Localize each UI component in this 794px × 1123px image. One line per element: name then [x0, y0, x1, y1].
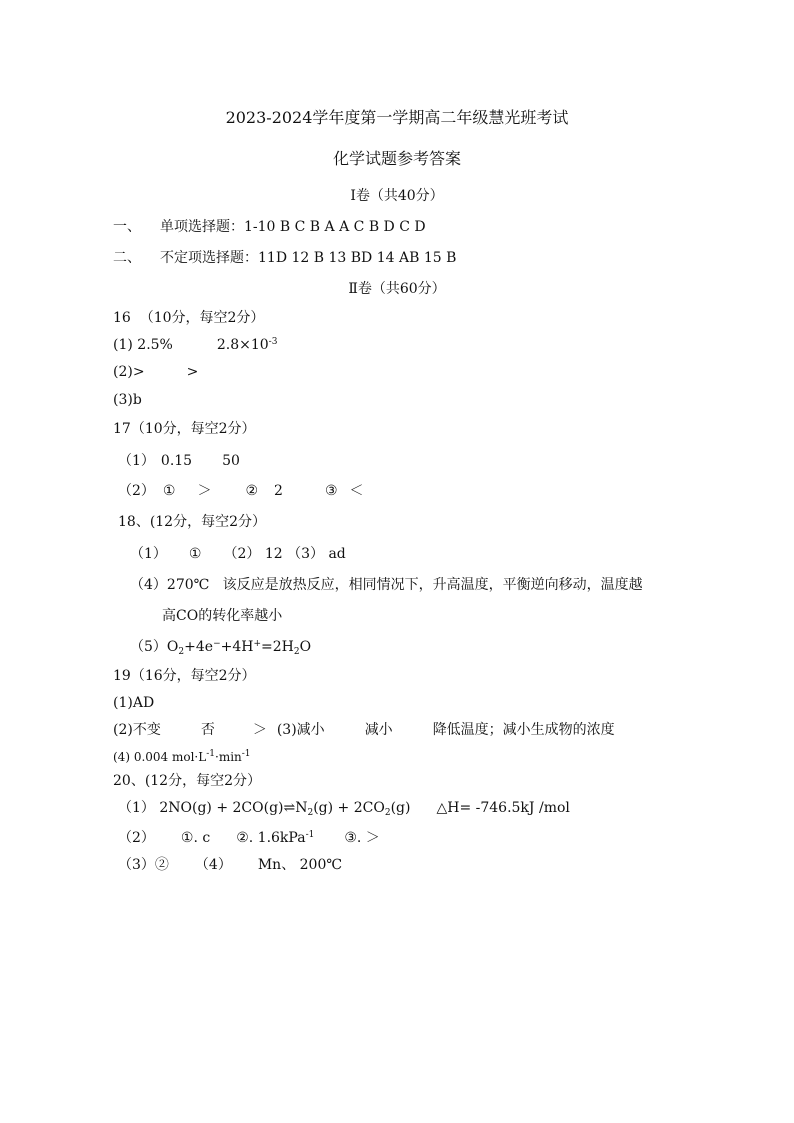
q20-a1-part-1: （1） 2NO(g) + 2CO(g)⇌N: [118, 800, 308, 816]
document-title: 2023-2024学年度第一学期高二年级慧光班考试: [225, 108, 569, 127]
q19-a3-label: (3)减小: [276, 722, 325, 738]
q20-a1-enthalpy: △H= -746.5kJ /mol: [436, 800, 570, 816]
q17-a1-label: （1）: [118, 453, 155, 469]
q18-a2-a3: （2） 12 （3） ad: [223, 546, 346, 562]
q17-answer-1: [118, 452, 240, 470]
q20-a4-value: Mn、 200℃: [257, 857, 343, 873]
q20-a3-label: （3）②: [118, 857, 169, 873]
q19-a3-value-2: 降低温度；减小生成物的浓度: [432, 722, 615, 738]
q19-a2-label: (2)不变: [113, 722, 161, 738]
q17-heading: 17（10分，每空2分）: [113, 421, 256, 437]
q20-answer-3-4: [118, 856, 342, 874]
q19-answer-4: [113, 748, 251, 766]
q18-answer-4-line2: 高CO的转化率越小: [162, 608, 283, 624]
q20-heading: 20、(12分，每空2分）: [113, 773, 261, 789]
q17-a1-value-1: 0.15: [160, 453, 193, 469]
q17-a2-value-1: ＞: [197, 483, 212, 499]
q18-a5-part-4: O: [299, 639, 312, 655]
q19-a4-sup-2: -1: [241, 749, 251, 759]
q19-a4-mid: ·min: [215, 750, 242, 764]
document-subtitle: 化学试题参考答案: [332, 149, 461, 168]
q19-a2-value-2: ＞: [252, 722, 267, 738]
q18-a5-part-1: +4e: [184, 639, 214, 655]
q19-answer-1: (1)AD: [113, 695, 155, 711]
q16-a1-label: (1) 2.5%: [113, 337, 173, 353]
part1-heading: Ⅰ卷（共40分）: [350, 188, 444, 204]
q18-a1-label: （1）: [130, 546, 167, 562]
q16-answer-2: [113, 363, 198, 381]
q16-heading: 16 （10分，每空2分）: [113, 310, 265, 326]
part2-heading: Ⅱ卷（共60分）: [348, 281, 446, 297]
q17-a2-circle-1: ①: [162, 483, 176, 499]
q16-a2-label: (2)>: [113, 364, 145, 380]
q20-answer-2: [118, 829, 380, 847]
section2-answers: 不定项选择题：11D 12 B 13 BD 14 AB 15 B: [160, 250, 457, 266]
q20-a2-value-2: ②. 1.6kPa: [236, 830, 306, 846]
q20-a1-sub-2: 2: [384, 808, 391, 818]
q16-a2-value: >: [186, 364, 199, 380]
q18-answer-4-line1: （4）270℃ 该反应是放热反应，相同情况下，升高温度，平衡逆向移动，温度越: [130, 577, 643, 593]
q18-a5-part-3: =2H: [261, 639, 294, 655]
q20-a2-value-1: ①. c: [180, 830, 211, 846]
q18-answer-5: [130, 638, 311, 656]
q17-a2-value-3: ＜: [349, 483, 364, 499]
q20-a2-value-3: ③. ＞: [344, 830, 380, 846]
q18-a5-text: （5）O: [130, 639, 179, 655]
section1-number: 一、: [113, 219, 141, 235]
q18-a5-sub-1: 2: [178, 647, 185, 657]
q17-a2-value-2: 2: [274, 483, 283, 499]
q16-a1-exponent: -3: [268, 337, 278, 347]
q19-a2-value-1: 否: [200, 722, 215, 738]
q18-a5-sub-2: 2: [293, 647, 300, 657]
q17-a2-circle-2: ②: [245, 483, 259, 499]
q20-a1-part-2: (g) + 2CO: [313, 800, 385, 816]
q19-answer-2-3: [113, 721, 615, 739]
q17-a1-value-2: 50: [222, 453, 240, 469]
q20-a2-value-2-exp: -1: [305, 830, 315, 840]
section1-answers: 单项选择题：1-10 B C B A A C B D C D: [160, 219, 426, 235]
q20-a1-sub-1: 2: [307, 808, 314, 818]
section2-number: 二、: [113, 250, 141, 266]
q20-a1-part-3: (g): [390, 800, 411, 816]
q18-heading: 18、(12分，每空2分）: [118, 514, 266, 530]
q18-a1-value: ①: [188, 546, 202, 562]
q16-answer-1: [113, 336, 277, 354]
q18-a5-sup-h: +: [253, 639, 262, 649]
q17-a2-label: （2）: [118, 483, 155, 499]
q19-a3-value-1: 减小: [364, 722, 393, 738]
q18-a5-part-2: +4H: [220, 639, 254, 655]
q18-answer-1-3: [130, 545, 346, 563]
q19-a4-sup-1: -1: [206, 749, 215, 759]
q20-a4-label: （4）: [194, 857, 232, 873]
q16-a1-value: 2.8×10: [216, 337, 269, 353]
q18-a5-sup-e: −: [213, 639, 221, 649]
q16-answer-3: (3)b: [113, 392, 142, 408]
q20-a2-label: （2）: [118, 830, 155, 846]
q19-a4-text: (4) 0.004 mol·L: [113, 750, 207, 764]
q17-answer-2: [118, 482, 364, 500]
q19-heading: 19（16分，每空2分）: [113, 668, 256, 684]
q20-answer-1: [118, 799, 570, 817]
q17-a2-circle-3: ③: [324, 483, 338, 499]
